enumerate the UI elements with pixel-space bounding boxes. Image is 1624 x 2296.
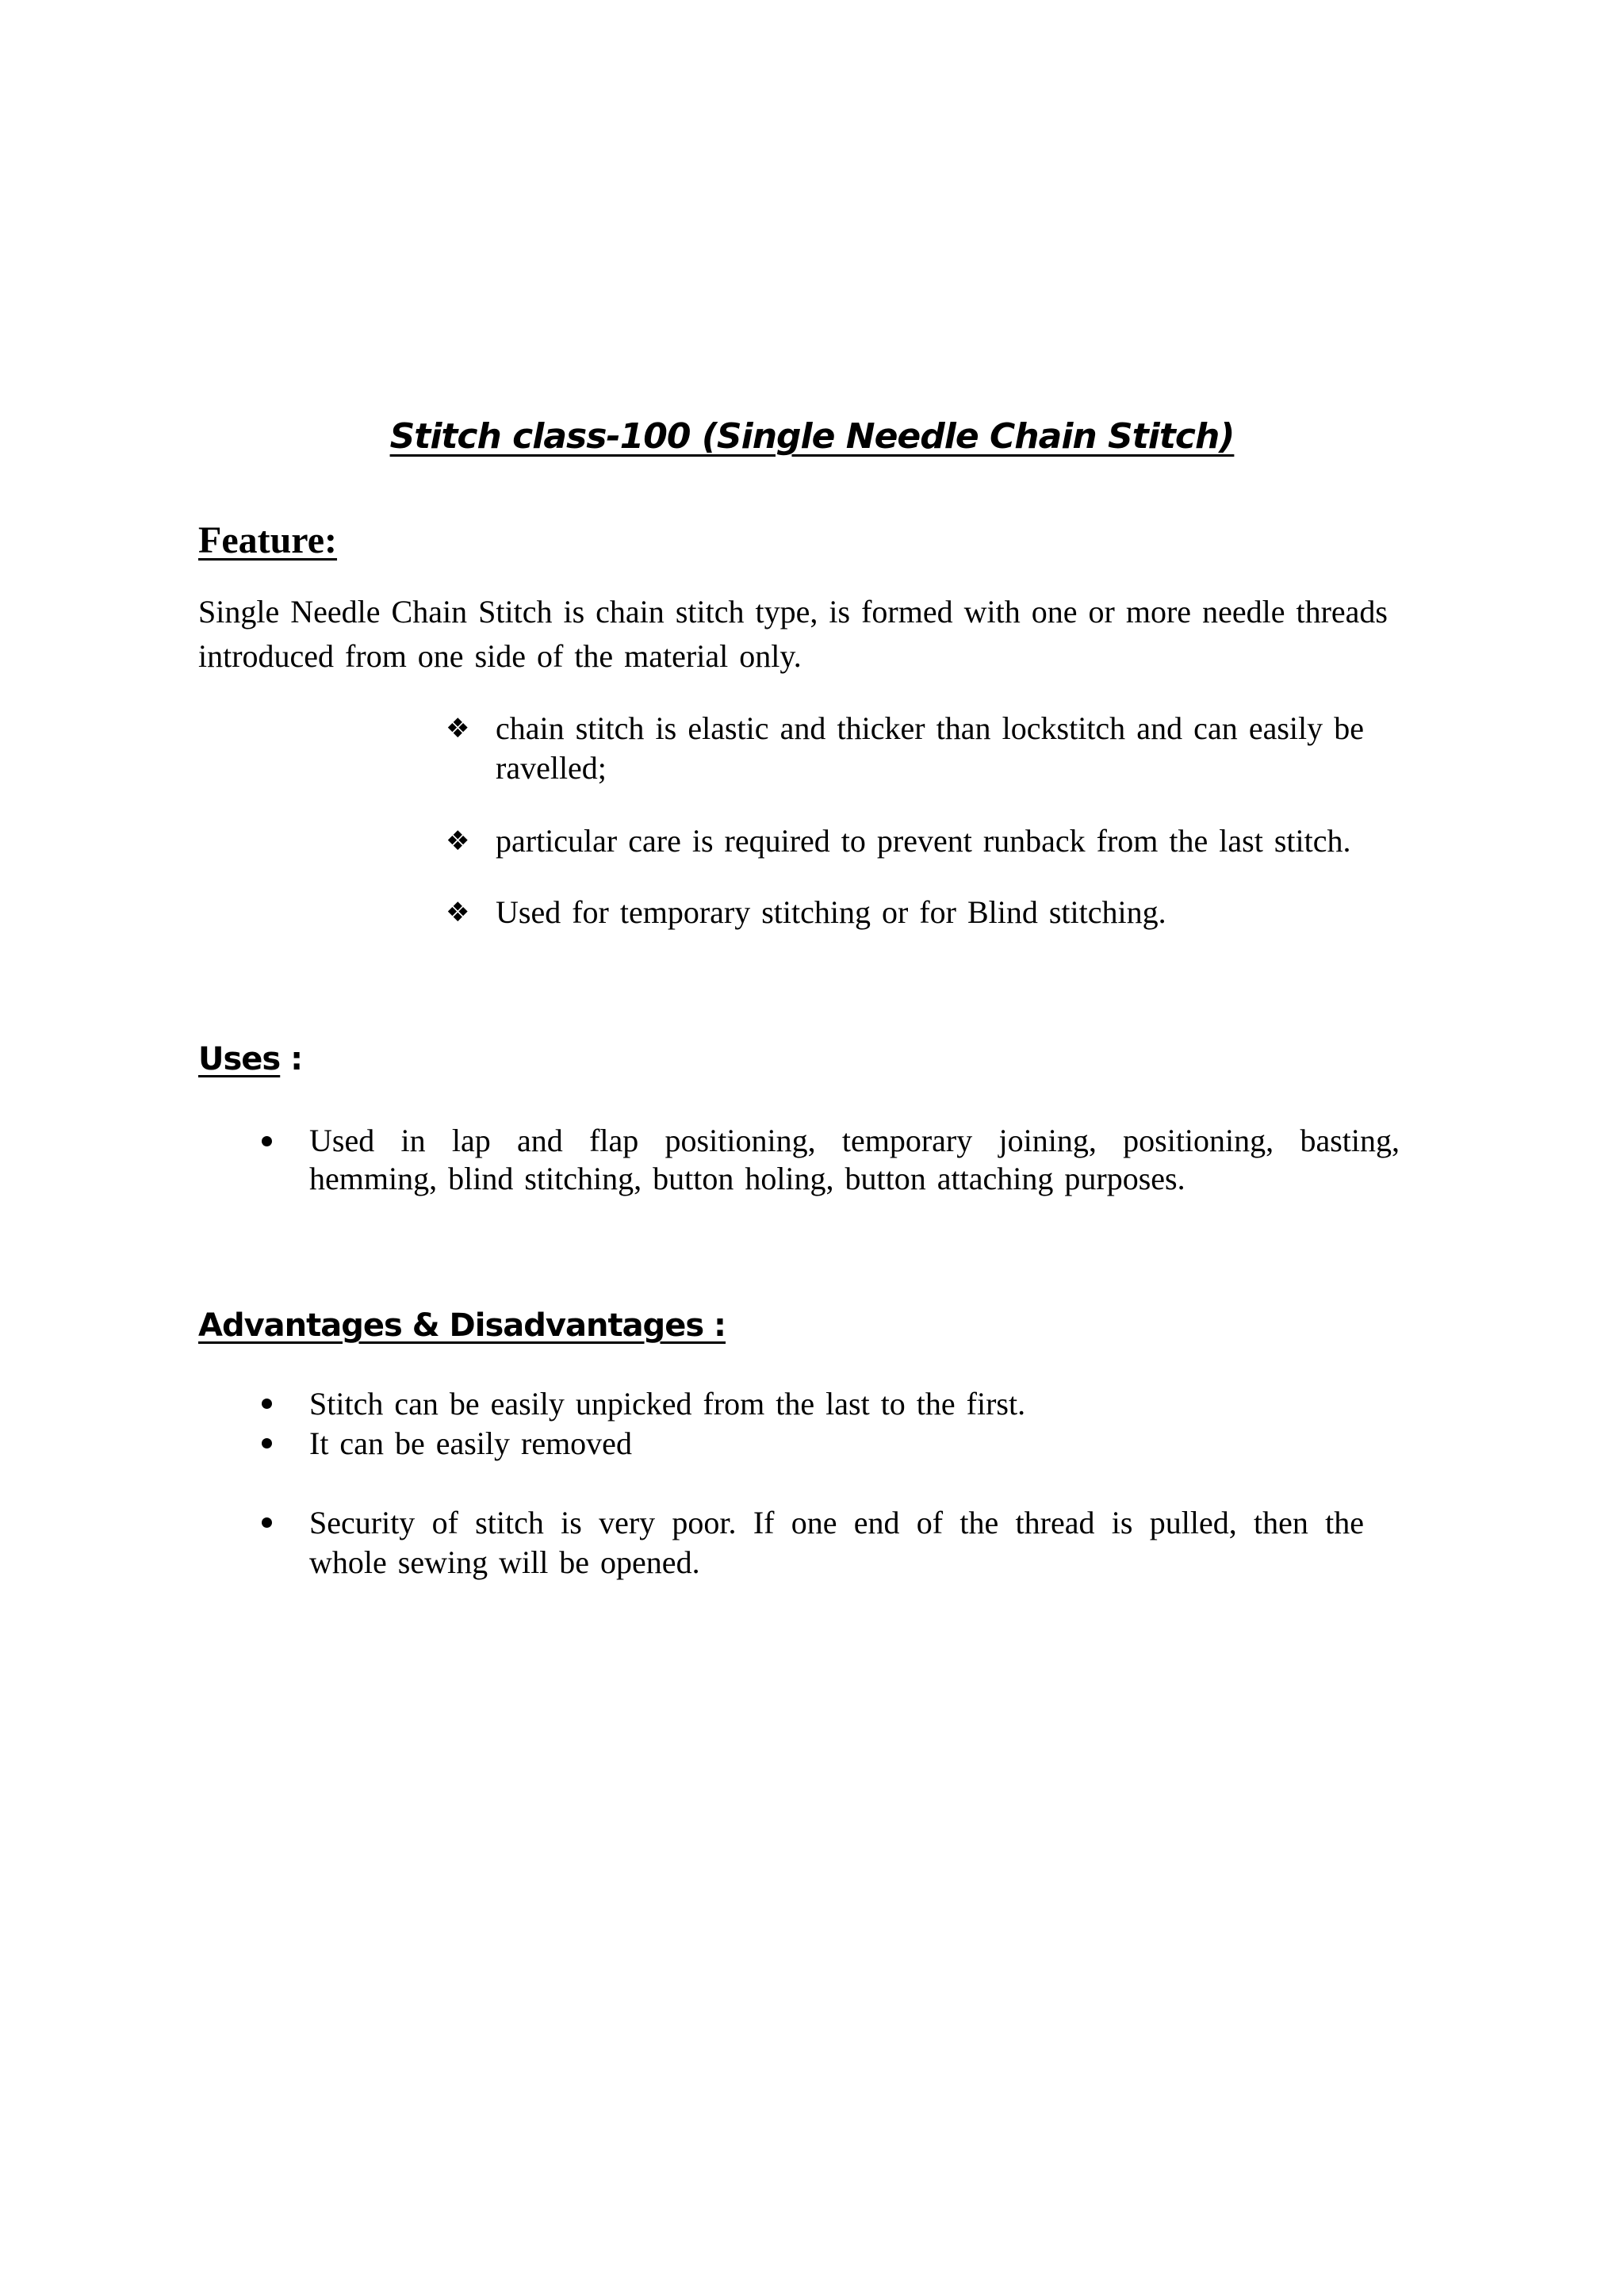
bullet-dot-icon [262, 1399, 272, 1409]
bullet-dot-icon [262, 1136, 272, 1146]
page-title: Stitch class-100 (Single Needle Chain Stitch) [389, 416, 1235, 457]
feature-bullet-2: particular care is required to prevent runback from the last stitch. [496, 823, 1351, 859]
advantages-bullet-2: It can be easily removed [309, 1425, 632, 1461]
feature-bullet-1: chain stitch is elastic and thicker than lockstitch and can easily be ravelled; [496, 710, 1364, 786]
uses-bullet-1: Used in lap and flap positioning, temporary joining, positioning, basting, hemming, blind stitching, button holing, button attaching purposes. [309, 1123, 1400, 1196]
uses-heading-label: Uses [198, 1041, 281, 1077]
uses-heading-colon: : [280, 1041, 303, 1077]
advantages-bullet-1: Stitch can be easily unpicked from the last to the first. [309, 1386, 1026, 1422]
advantages-heading-label: Advantages & Disadvantages : [198, 1307, 726, 1344]
diamond-bullet-icon: ❖ [446, 825, 470, 857]
feature-paragraph: Single Needle Chain Stitch is chain stitch type, is formed with one or more needle threads introduced from one side of the material only. [198, 594, 1388, 674]
advantages-heading [198, 1303, 726, 1348]
diamond-bullet-icon: ❖ [446, 713, 470, 744]
diamond-bullet-icon: ❖ [446, 897, 470, 928]
uses-heading [198, 1037, 302, 1081]
advantages-bullet-3: Security of stitch is very poor. If one end of the thread is pulled, then the whole sewing will be opened. [309, 1505, 1364, 1580]
feature-bullet-3: Used for temporary stitching or for Blind stitching. [496, 894, 1166, 930]
bullet-dot-icon [262, 1517, 272, 1528]
feature-heading: Feature: [198, 519, 338, 561]
bullet-dot-icon [262, 1438, 272, 1448]
